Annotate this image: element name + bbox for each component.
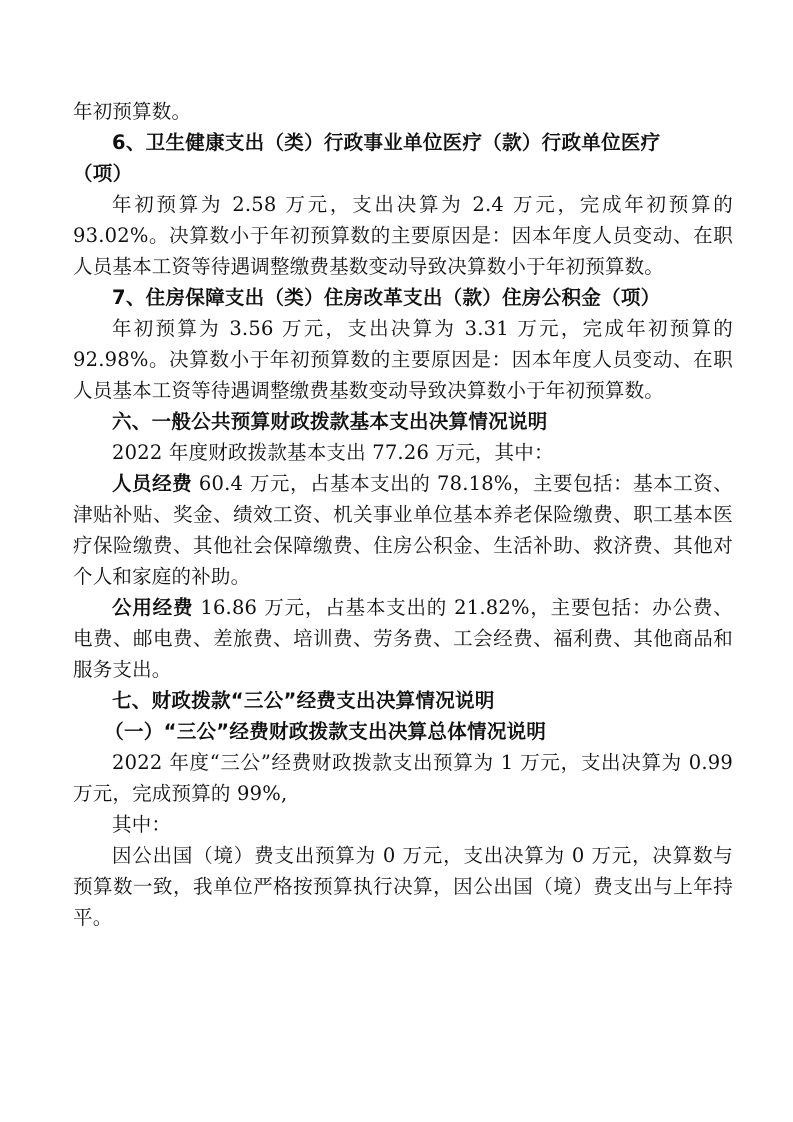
heading-section-seven-text: 七、财政拨款“三公”经费支出决算情况说明 bbox=[112, 689, 495, 712]
heading-item-6-line1: 6、卫生健康支出（类）行政事业单位医疗（款）行政单位医疗 bbox=[112, 131, 661, 154]
paragraph-personnel-expenses bbox=[73, 468, 733, 592]
personnel-expenses-label: 人员经费 bbox=[112, 472, 193, 495]
public-expenses-label: 公用经费 bbox=[112, 596, 194, 619]
public-expenses-text: 16.86 万元，占基本支出的 21.82%，主要包括：办公费、电费、邮电费、差旅费、培训费、劳务费、工会经费、福利费、其他商品和服务支出。 bbox=[73, 596, 733, 681]
paragraph-three-public-overview: 2022 年度“三公”经费财政拨款支出预算为 1 万元，支出决算为 0.99 万元，完成预算的 99%, bbox=[73, 751, 733, 805]
heading-section-seven-sub bbox=[73, 716, 733, 747]
heading-item-6-cont bbox=[73, 158, 733, 189]
personnel-expenses-text: 60.4 万元，占基本支出的 78.18%，主要包括：基本工资、津贴补贴、奖金、绩效工资、机关事业单位基本养老保险缴费、职工基本医疗保险缴费、其他社会保障缴费、住房公积金、生活补助、救济费、其他对个人和家庭的补助。 bbox=[73, 472, 733, 588]
heading-item-6-line2: （项） bbox=[73, 162, 133, 185]
heading-section-seven-sub-text: （一）“三公”经费财政拨款支出决算总体情况说明 bbox=[104, 720, 547, 743]
paragraph-item-7: 年初预算为 3.56 万元，支出决算为 3.31 万元，完成年初预算的 92.98%。决算数小于年初预算数的主要原因是：因本年度人员变动、在职人员基本工资等待遇调整缴费基数变动导致决算数小于年初预算数。 bbox=[73, 317, 733, 402]
paragraph-public-expenses bbox=[73, 592, 733, 685]
heading-section-six-text: 六、一般公共预算财政拨款基本支出决算情况说明 bbox=[112, 410, 548, 433]
paragraph-continuation: 年初预算数。 bbox=[73, 100, 192, 123]
document-page bbox=[73, 96, 733, 933]
paragraph-official-abroad: 因公出国（境）费支出预算为 0 万元，支出决算为 0 万元，决算数与预算数一致，我单位严格按预算执行决算，因公出国（境）费支出与上年持平。 bbox=[73, 844, 733, 929]
heading-section-six bbox=[73, 406, 733, 437]
paragraph-section-six-intro: 2022 年度财政拨款基本支出 77.26 万元，其中： bbox=[112, 441, 554, 464]
paragraph-among: 其中： bbox=[112, 813, 172, 836]
heading-item-7 bbox=[73, 282, 733, 313]
paragraph-item-6: 年初预算为 2.58 万元，支出决算为 2.4 万元，完成年初预算的 93.02%。决算数小于年初预算数的主要原因是：因本年度人员变动、在职人员基本工资等待遇调整缴费基数变动导致决算数小于年初预算数。 bbox=[73, 193, 733, 278]
heading-item-6 bbox=[73, 127, 733, 158]
heading-item-7-text: 7、住房保障支出（类）住房改革支出（款）住房公积金（项） bbox=[112, 286, 661, 309]
heading-section-seven bbox=[73, 685, 733, 716]
